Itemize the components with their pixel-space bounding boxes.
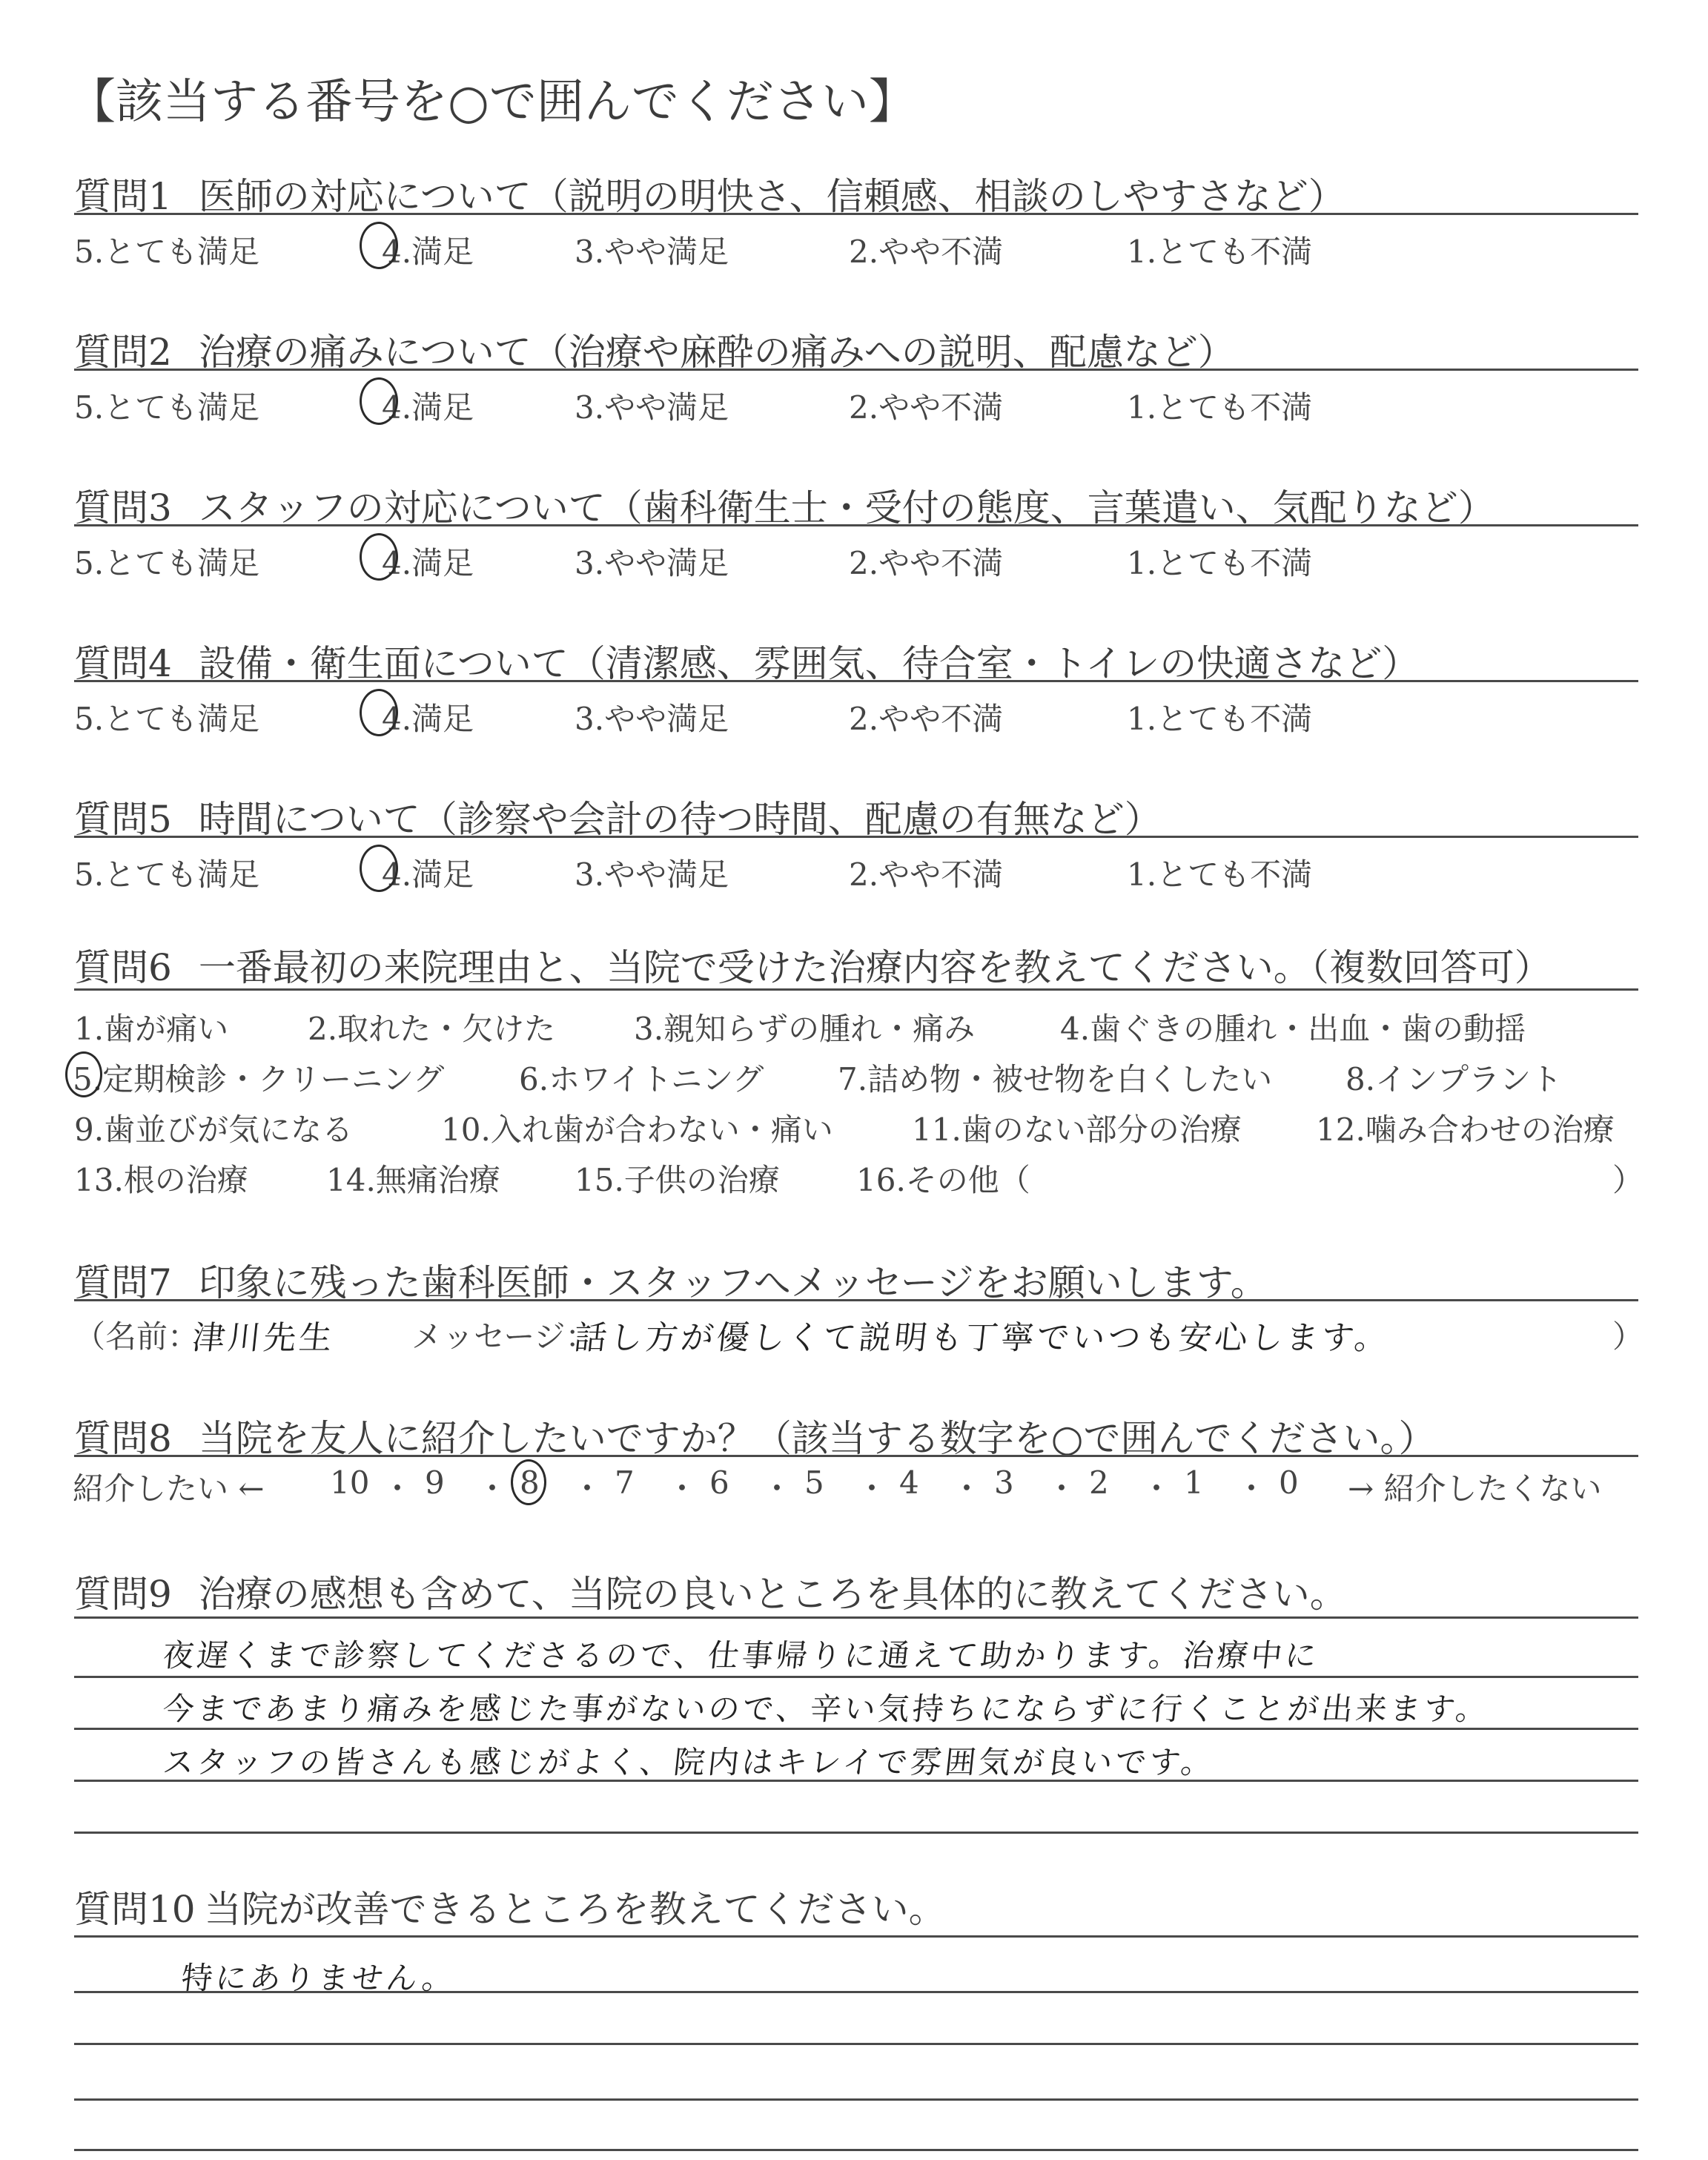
satisfaction-option: 4.満足: [382, 234, 474, 270]
satisfaction-option: 5.とても満足: [74, 701, 260, 737]
satisfaction-option: 5.とても満足: [74, 234, 260, 270]
satisfaction-option: 1.とても不満: [1127, 545, 1313, 581]
question-6-rule: [74, 988, 1638, 991]
q6-option: 5.定期検診・クリーニング: [73, 1061, 445, 1097]
q8-scale-separator: ・: [477, 1470, 509, 1507]
answer-line: [74, 1676, 1638, 1678]
satisfaction-option: 4.満足: [382, 701, 474, 737]
form-header: 【該当する番号を○で囲んでください】: [68, 75, 916, 130]
q8-scale-value: 2: [1089, 1464, 1109, 1501]
question-number: 質問2: [74, 331, 172, 374]
selection-circle: [360, 533, 398, 581]
q8-scale-value: 1: [1184, 1464, 1204, 1501]
q8-scale-separator: ・: [572, 1470, 603, 1507]
question-text: 当院が改善できるところを教えてください。: [204, 1888, 946, 1931]
q8-scale-separator: ・: [761, 1470, 793, 1507]
selection-circle: [360, 689, 398, 736]
satisfaction-option: 5.とても満足: [74, 389, 260, 426]
q8-scale-separator: ・: [666, 1470, 698, 1507]
question-number: 質問8: [74, 1417, 172, 1460]
question-9-title: [74, 1565, 1638, 1618]
question-number: 質問6: [74, 946, 172, 989]
satisfaction-option: 3.やや満足: [575, 701, 729, 737]
answer-line: [74, 2149, 1638, 2151]
q8-scale-value: 9: [425, 1464, 445, 1501]
q8-scale-value: 3: [994, 1464, 1014, 1501]
q9-answer-line: 今まであまり痛みを感じた事がないので、辛い気持ちにならずに行くことが出来ます。: [161, 1691, 1492, 1727]
satisfaction-option: 4.満足: [382, 856, 474, 893]
selection-circle: [360, 845, 398, 892]
q7-close-paren: ）: [1612, 1318, 1644, 1355]
satisfaction-option: 1.とても不満: [1127, 389, 1313, 426]
q6-option: 3.親知らずの腫れ・痛み: [634, 1011, 976, 1047]
question-text: 印象に残った歯科医師・スタッフへメッセージをお願いします。: [198, 1261, 1268, 1304]
question-text: スタッフの対応について（歯科衛生士・受付の態度、言葉遣い、気配りなど）: [198, 486, 1495, 529]
question-number: 質問9: [74, 1573, 172, 1616]
question-2-rule: [74, 369, 1638, 371]
selection-circle: [360, 222, 398, 269]
answer-line: [74, 2043, 1638, 2045]
question-10-title: [74, 1880, 1638, 1933]
question-10-rule: [74, 1935, 1638, 1938]
satisfaction-option: 3.やや満足: [575, 234, 729, 270]
question-text: 設備・衛生面について（清潔感、雰囲気、待合室・トイレの快適さなど）: [198, 642, 1420, 685]
q8-scale-value: 10: [330, 1464, 370, 1501]
satisfaction-option: 2.やや不満: [849, 701, 1004, 737]
q8-selection-circle: [511, 1459, 546, 1505]
q7-message-handwritten: 話し方が優しくて説明も丁寧でいつも安心します。: [572, 1319, 1392, 1357]
question-number: 質問3: [74, 486, 172, 529]
satisfaction-option: 1.とても不満: [1127, 234, 1313, 270]
satisfaction-option: 2.やや不満: [849, 545, 1004, 581]
satisfaction-option: 4.満足: [382, 545, 474, 581]
satisfaction-option: 2.やや不満: [849, 389, 1004, 426]
q7-name-label: （名前：: [74, 1318, 199, 1355]
q8-right-label: → 紹介したくない: [1348, 1470, 1602, 1507]
question-number: 質問10: [74, 1888, 196, 1931]
satisfaction-option: 2.やや不満: [849, 234, 1004, 270]
question-text: 医師の対応について（説明の明快さ、信頼感、相談のしやすさなど）: [198, 175, 1345, 218]
q8-scale-separator: ・: [1046, 1470, 1078, 1507]
question-9-rule: [74, 1616, 1638, 1619]
question-text: 当院を友人に紹介したいですか？（該当する数字を○で囲んでください。）: [198, 1417, 1436, 1460]
satisfaction-option: 1.とても不満: [1127, 856, 1313, 893]
q9-answer-line: スタッフの皆さんも感じがよく、院内はキレイで雰囲気が良いです。: [161, 1744, 1217, 1780]
selection-circle: [360, 377, 398, 425]
q6-option: 12.噛み合わせの治療: [1316, 1112, 1615, 1148]
q6-selection-circle: [65, 1051, 102, 1097]
q6-option: 16.その他（: [856, 1162, 1030, 1198]
q8-scale-value: 4: [899, 1464, 919, 1501]
satisfaction-option: 5.とても満足: [74, 545, 260, 581]
satisfaction-option: 3.やや満足: [575, 389, 729, 426]
question-number: 質問1: [74, 175, 172, 218]
q8-scale-value: 8: [520, 1464, 540, 1501]
q6-option: 11.歯のない部分の治療: [912, 1112, 1242, 1148]
question-4-rule: [74, 680, 1638, 682]
satisfaction-option: 2.やや不満: [849, 856, 1004, 893]
question-text: 一番最初の来院理由と、当院で受けた治療内容を教えてください。（複数回答可）: [198, 946, 1552, 989]
q8-scale-value: 7: [615, 1464, 635, 1501]
satisfaction-option: 3.やや満足: [575, 856, 729, 893]
question-number: 質問5: [74, 798, 172, 841]
q7-name-handwritten: 津川先生: [190, 1319, 337, 1357]
q8-scale-separator: ・: [1141, 1470, 1173, 1507]
q6-option: 8.インプラント: [1345, 1061, 1563, 1097]
satisfaction-option: 1.とても不満: [1127, 701, 1313, 737]
q6-option: 7.詰め物・被せ物を白くしたい: [838, 1061, 1273, 1097]
q6-option: 14.無痛治療: [326, 1162, 500, 1198]
question-6-title: [74, 938, 1638, 991]
q6-option: 2.取れた・欠けた: [308, 1011, 556, 1047]
answer-line: [74, 2098, 1638, 2101]
q8-scale-separator: ・: [382, 1470, 414, 1507]
q8-left-label: 紹介したい ←: [73, 1470, 265, 1507]
q6-option: 9.歯並びが気になる: [74, 1112, 354, 1148]
q8-scale-separator: ・: [1236, 1470, 1268, 1507]
satisfaction-option: 5.とても満足: [74, 856, 260, 893]
q9-answer-line: 夜遅くまで診察してくださるので、仕事帰りに通えて助かります。治療中に: [161, 1637, 1322, 1674]
q6-option: 15.子供の治療: [575, 1162, 780, 1198]
q6-option: 4.歯ぐきの腫れ・出血・歯の動揺: [1060, 1011, 1526, 1047]
question-8-rule: [74, 1455, 1638, 1457]
question-number: 質問4: [74, 642, 172, 685]
question-text: 治療の感想も含めて、当院の良いところを具体的に教えてください。: [198, 1573, 1347, 1616]
q6-option: 13.根の治療: [74, 1162, 248, 1198]
satisfaction-option: 4.満足: [382, 389, 474, 426]
q8-scale-value: 0: [1279, 1464, 1299, 1501]
question-5-rule: [74, 836, 1638, 838]
question-text: 治療の痛みについて（治療や麻酔の痛みへの説明、配慮など）: [198, 331, 1235, 374]
question-number: 質問7: [74, 1261, 172, 1304]
question-1-rule: [74, 213, 1638, 215]
q8-scale-value: 6: [709, 1464, 729, 1501]
q8-scale-separator: ・: [951, 1470, 983, 1507]
question-7-rule: [74, 1299, 1638, 1301]
q6-option: 1.歯が痛い: [74, 1011, 229, 1047]
satisfaction-option: 3.やや満足: [575, 545, 729, 581]
q8-scale-value: 5: [804, 1464, 824, 1501]
question-3-rule: [74, 524, 1638, 526]
q6-close-paren: ）: [1612, 1162, 1644, 1198]
q6-option: 10.入れ歯が合わない・痛い: [441, 1112, 833, 1148]
q10-answer-line: 特にありません。: [179, 1960, 458, 1996]
question-text: 時間について（診察や会計の待つ時間、配慮の有無など）: [198, 798, 1162, 841]
q6-option: 6.ホワイトニング: [519, 1061, 764, 1097]
answer-line: [74, 1832, 1638, 1834]
q7-message-label: メッセージ：: [411, 1318, 597, 1355]
q8-scale-separator: ・: [856, 1470, 888, 1507]
